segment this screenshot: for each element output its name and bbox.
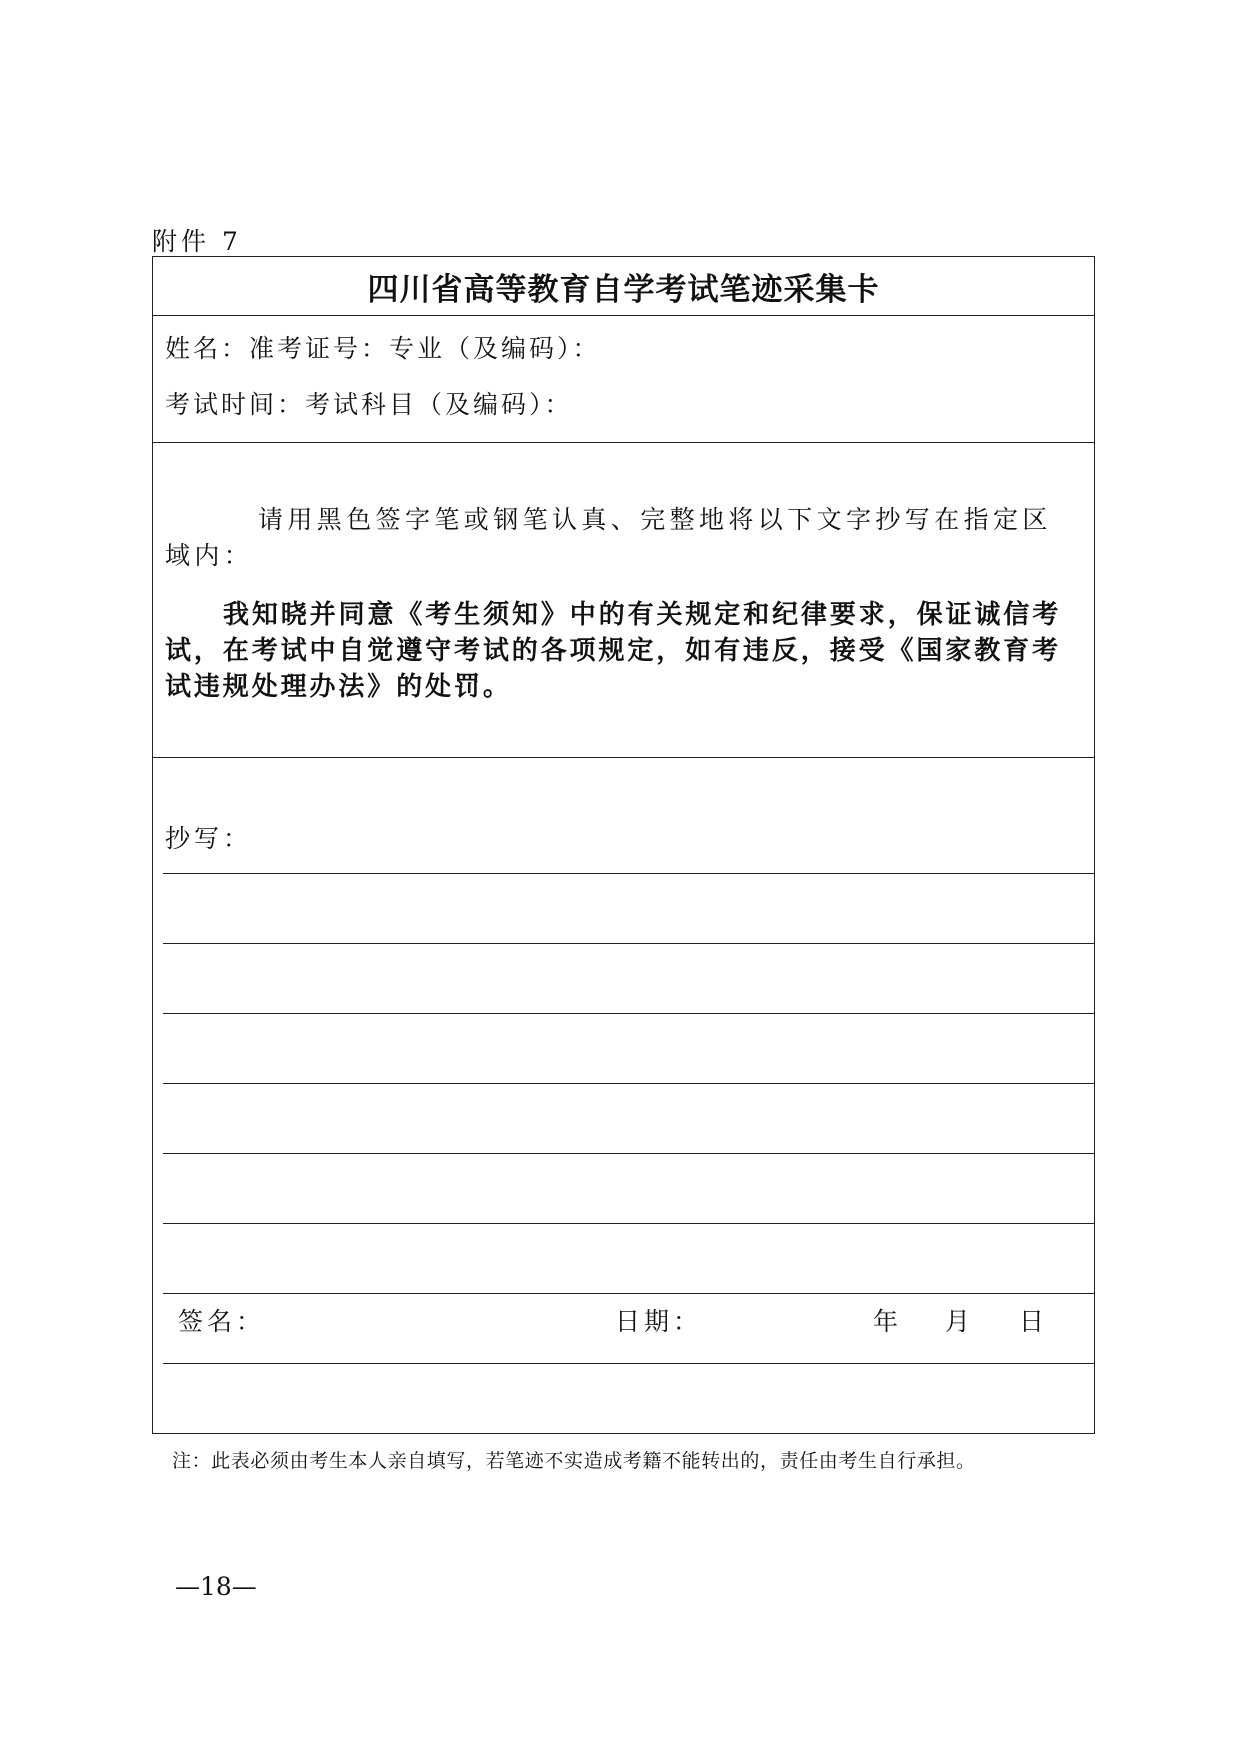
footnote: 注：此表必须由考生本人亲自填写，若笔迹不实造成考籍不能转出的，责任由考生自行承担。 — [172, 1450, 976, 1472]
page-number: —18— — [175, 1572, 257, 1601]
title-row — [153, 257, 1094, 316]
sign-label: 签名： — [178, 1307, 266, 1336]
attachment-label: 附件 7 — [152, 227, 242, 256]
copy-line-4[interactable] — [163, 1083, 1094, 1084]
copy-line-3[interactable] — [163, 1013, 1094, 1014]
copy-line-7[interactable] — [163, 1293, 1094, 1294]
handwriting-card — [152, 256, 1095, 1434]
instruction-row — [153, 442, 1094, 758]
date-label: 日期： — [615, 1307, 703, 1336]
info-line-name-id-major: 姓名：准考证号：专业（及编码）： — [165, 334, 601, 363]
card-title: 四川省高等教育自学考试笔迹采集卡 — [367, 271, 880, 308]
copy-line-5[interactable] — [163, 1153, 1094, 1154]
signature-line[interactable] — [163, 1363, 1094, 1364]
month-label: 月 — [945, 1307, 975, 1336]
info-row — [153, 315, 1094, 443]
copy-label: 抄写： — [165, 824, 253, 853]
instruction-text: 请用黑色签字笔或钢笔认真、完整地将以下文字抄写在指定区域内： — [165, 505, 1052, 570]
info-line-time-subject: 考试时间：考试科目（及编码）： — [165, 390, 573, 419]
pledge-text: 我知晓并同意《考生须知》中的有关规定和纪律要求，保证诚信考试，在考试中自觉遵守考试的各项规定，如有违反，接受《国家教育考试违规处理办法》的处罚。 — [165, 600, 1062, 702]
copy-line-2[interactable] — [163, 943, 1094, 944]
year-label: 年 — [873, 1307, 903, 1336]
copy-line-1[interactable] — [163, 873, 1094, 874]
day-label: 日 — [1019, 1307, 1049, 1336]
copy-line-6[interactable] — [163, 1223, 1094, 1224]
